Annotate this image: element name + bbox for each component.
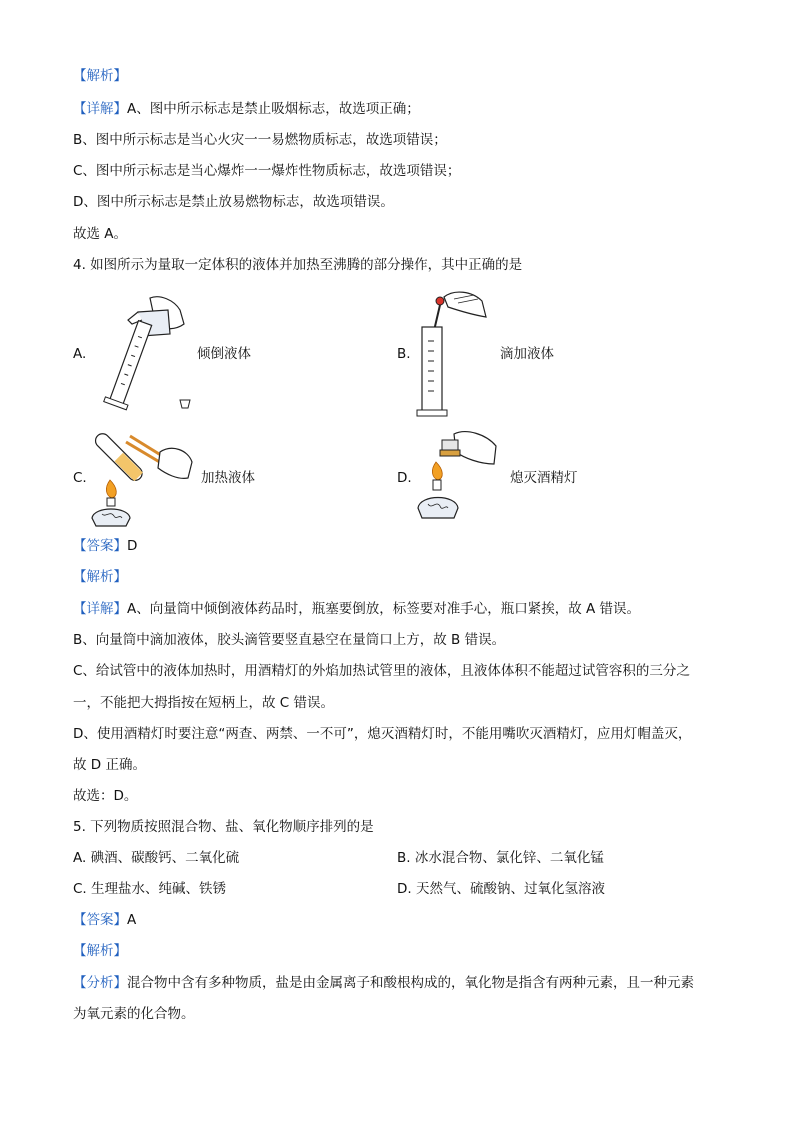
option-b-caption: 滴加液体: [500, 346, 554, 362]
extinguish-lamp-illustration: [414, 428, 504, 528]
option-c-letter: C.: [73, 470, 87, 486]
analysis-line-2: 为氧元素的化合物。: [73, 1006, 195, 1022]
answer-tag: 【答案】: [73, 538, 127, 554]
detail-line-c2: 一，不能把大拇指按在短柄上，故 C 错误。: [73, 695, 335, 711]
answer-line: [73, 537, 137, 555]
detail-text: A、向量筒中倾倒液体药品时，瓶塞要倒放，标签要对准手心，瓶口紧挨，故 A 错误。: [127, 601, 641, 617]
answer-value: D: [127, 538, 138, 554]
detail-line-c1: C、给试管中的液体加热时，用酒精灯的外焰加热试管里的液体，且液体体积不能超过试管容积的三分之: [73, 663, 690, 679]
choose-line: 故选 A。: [73, 226, 128, 242]
drip-liquid-illustration: [414, 285, 494, 420]
detail-line-b: B、图中所示标志是当心火灾一一易燃物质标志，故选项错误；: [73, 132, 447, 148]
answer-value: A: [127, 912, 137, 928]
analysis-tag: 【解析】: [73, 943, 127, 959]
detail-line-d1: D、使用酒精灯时要注意“两查、两禁、一不可”，熄灭酒精灯时，不能用嘴吹灭酒精灯，应用灯帽盖灭，: [73, 726, 692, 742]
question-4-stem: 4. 如图所示为量取一定体积的液体并加热至沸腾的部分操作，其中正确的是: [73, 257, 523, 273]
option-d-caption: 熄灭酒精灯: [510, 470, 578, 486]
detail-tag: 【详解】: [73, 601, 127, 617]
detail-line: [73, 600, 640, 618]
detail-tag: 【详解】: [73, 101, 127, 117]
analysis-heading: [73, 67, 127, 85]
analysis-heading: [73, 942, 127, 960]
analysis-line-1: [73, 974, 694, 992]
detail-line: [73, 100, 420, 118]
detail-text: A、图中所示标志是禁止吸烟标志，故选项正确；: [127, 101, 420, 117]
option-c-caption: 加热液体: [201, 470, 255, 486]
option-c: C. 生理盐水、纯碱、铁锈: [73, 881, 227, 897]
detail-line-d2: 故 D 正确。: [73, 757, 146, 773]
option-a: A. 碘酒、碳酸钙、二氧化硫: [73, 850, 240, 866]
option-d-letter: D.: [397, 470, 412, 486]
detail-line-c: C、图中所示标志是当心爆炸一一爆炸性物质标志，故选项错误；: [73, 163, 461, 179]
choose-line: 故选：D。: [73, 788, 138, 804]
option-b-letter: B.: [397, 346, 411, 362]
option-a-caption: 倾倒液体: [197, 346, 251, 362]
pour-liquid-illustration: [88, 290, 198, 415]
analysis-heading: [73, 568, 127, 586]
question-5-stem: 5. 下列物质按照混合物、盐、氧化物顺序排列的是: [73, 819, 374, 835]
analysis-tag: 【解析】: [73, 569, 127, 585]
analysis-tag: 【解析】: [73, 68, 127, 84]
analysis-text: 混合物中含有多种物质，盐是由金属离子和酸根构成的，氧化物是指含有两种元素，且一种元素: [127, 975, 694, 991]
answer-tag: 【答案】: [73, 912, 127, 928]
option-b: B. 冰水混合物、氯化锌、二氧化锰: [397, 850, 604, 866]
analysis-sub-tag: 【分析】: [73, 975, 127, 991]
heat-liquid-illustration: [88, 422, 198, 530]
option-a-letter: A.: [73, 346, 87, 362]
detail-line-b: B、向量筒中滴加液体，胶头滴管要竖直悬空在量筒口上方，故 B 错误。: [73, 632, 506, 648]
option-d: D. 天然气、硫酸钠、过氧化氢溶液: [397, 881, 605, 897]
detail-line-d: D、图中所示标志是禁止放易燃物标志，故选项错误。: [73, 194, 394, 210]
answer-line: [73, 911, 136, 929]
